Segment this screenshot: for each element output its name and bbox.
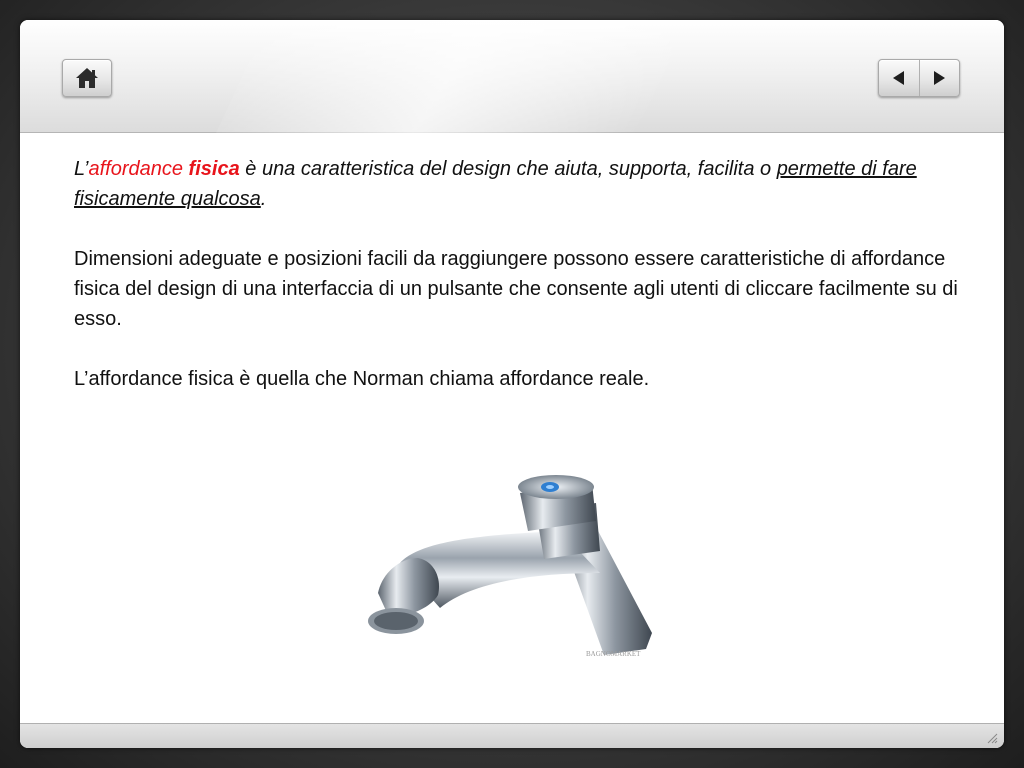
definition-prefix: L’ bbox=[74, 158, 89, 180]
navigation-buttons bbox=[878, 59, 960, 97]
norman-paragraph: L’affordance fisica è quella che Norman chiama affordance reale. bbox=[74, 368, 650, 390]
arrow-left-icon bbox=[891, 70, 907, 86]
home-icon bbox=[75, 67, 99, 89]
faucet-image bbox=[360, 423, 652, 703]
slide-footer bbox=[20, 723, 1004, 748]
image-watermark: BAGNOMARKET bbox=[586, 650, 641, 658]
home-button[interactable] bbox=[62, 59, 112, 97]
arrow-right-icon bbox=[931, 70, 947, 86]
definition-end: . bbox=[260, 188, 267, 210]
resize-grip-icon bbox=[986, 732, 998, 744]
definition-text: è una caratteristica del design che aiuta, supporta, facilita o bbox=[239, 158, 777, 180]
previous-slide-button[interactable] bbox=[879, 60, 919, 96]
slide-header bbox=[20, 20, 1004, 133]
term-affordance: affordance bbox=[88, 158, 183, 180]
dimensions-paragraph: Dimensioni adeguate e posizioni facili da raggiungere possono essere caratteristiche di affordance fisica del design di una interfaccia di un pulsante che consente agli utenti di cliccare facilmente su di esso. bbox=[74, 248, 958, 330]
faucet-illustration bbox=[360, 423, 652, 703]
definition-underlined: permette di fare fisicamente qualcosa bbox=[74, 158, 917, 210]
slide bbox=[20, 20, 1004, 748]
term-fisica: fisica bbox=[188, 158, 240, 180]
next-slide-button[interactable] bbox=[919, 60, 960, 96]
header-sheen bbox=[213, 20, 708, 140]
definition-paragraph bbox=[74, 154, 964, 214]
slide-body bbox=[74, 154, 964, 394]
